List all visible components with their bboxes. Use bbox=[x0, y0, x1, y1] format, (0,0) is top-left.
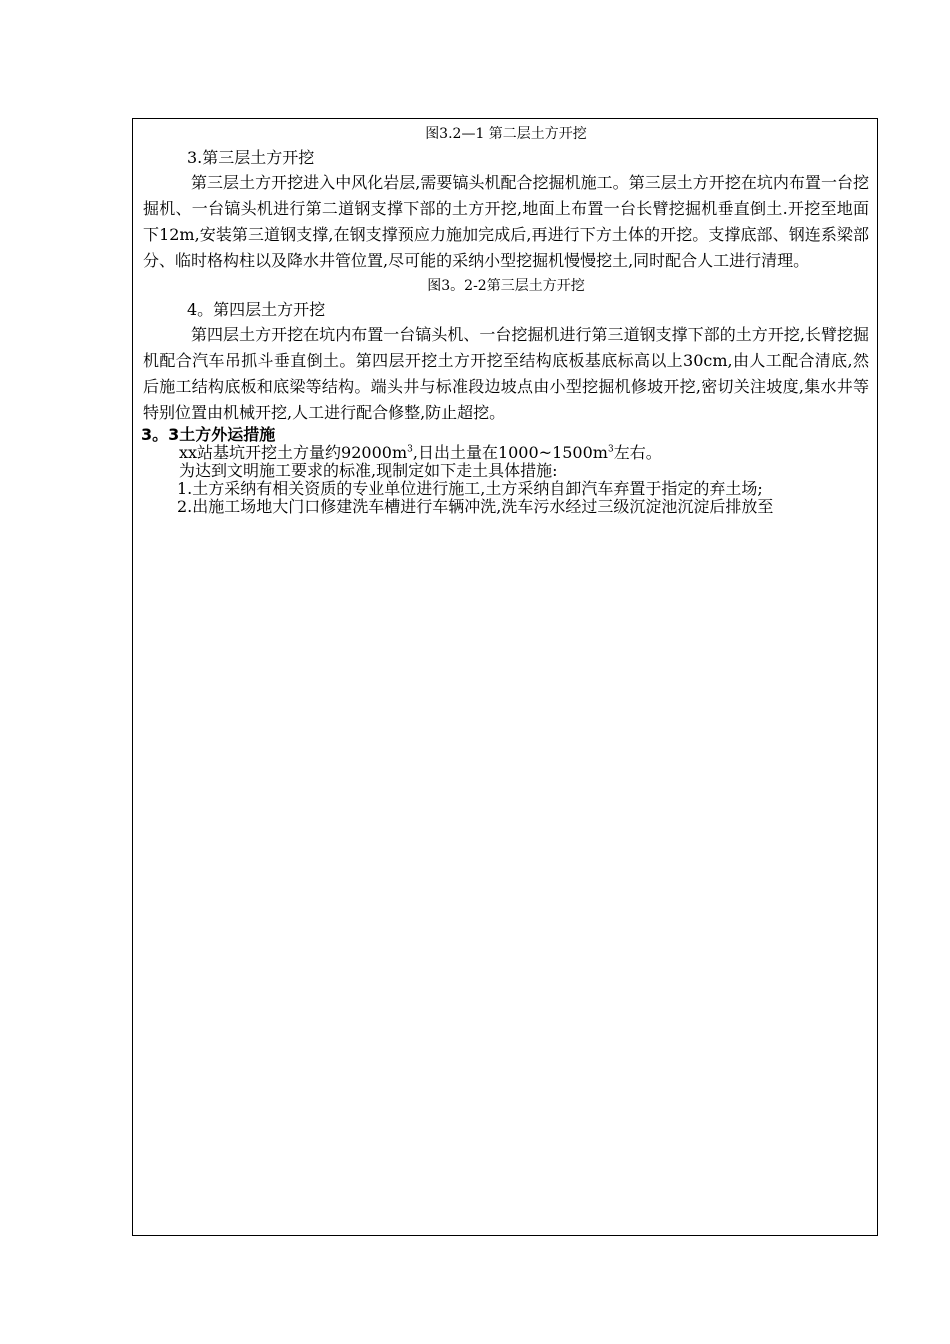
measure-item-2: 2.出施工场地大门口修建洗车槽进行车辆冲洗,洗车污水经过三级沉淀池沉淀后排放至 bbox=[177, 497, 774, 516]
paragraph-layer-3: 第三层土方开挖进入中风化岩层,需要镐头机配合挖掘机施工。第三层土方开挖在坑内布置一台挖掘机、一台镐头机进行第二道钢支撑下部的土方开挖,地面上布置一台长臂挖掘机垂直倒土.开挖至地面下12m,安装第三道钢支撑,在钢支撑预应力施加完成后,再进行下方土体的开挖。支撑底部、钢连系梁部分、临时格构柱以及降水井管位置,尽可能的采纳小型挖掘机慢慢挖土,同时配合人工进行清理。 bbox=[143, 173, 869, 270]
figure-caption-3-2-2: 图3。2-2第三层土方开挖 bbox=[427, 278, 585, 294]
document-frame bbox=[132, 118, 878, 1236]
volume-suffix: 左右。 bbox=[613, 443, 662, 462]
section-heading-3-3: 3。3土方外运措施 bbox=[141, 425, 276, 444]
cubic-superscript: 3 bbox=[607, 444, 614, 455]
paragraph-layer-4: 第四层土方开挖在坑内布置一台镐头机、一台挖掘机进行第三道钢支撑下部的土方开挖,长臂挖掘机配合汽车吊抓斗垂直倒土。第四层开挖土方开挖至结构底板基底标高以上30cm,由人工配合清底,然后施工结构底板和底梁等结构。端头井与标准段边坡点由小型挖掘机修坡开挖,密切关注坡度,集水井等特别位置由机械开挖,人工进行配合修整,防止超挖。 bbox=[143, 325, 869, 422]
cubic-superscript: 3 bbox=[407, 444, 413, 455]
measures-intro: 为达到文明施工要求的标准,现制定如下走土具体措施: bbox=[179, 461, 558, 480]
volume-prefix: xx站基坑开挖土方量约92000m bbox=[179, 443, 408, 462]
measure-item-1: 1.土方采纳有相关资质的专业单位进行施工,土方采纳自卸汽车弃置于指定的弃土场; bbox=[177, 479, 763, 498]
volume-mid: ,日出土量在1000~1500m bbox=[412, 443, 608, 462]
earth-volume-line bbox=[143, 444, 869, 462]
document-content bbox=[143, 122, 869, 516]
section-heading-layer-4: 4。第四层土方开挖 bbox=[187, 300, 326, 319]
figure-caption-3-2-1: 图3.2—1 第二层土方开挖 bbox=[425, 126, 587, 142]
section-heading-layer-3: 3.第三层土方开挖 bbox=[187, 148, 315, 167]
